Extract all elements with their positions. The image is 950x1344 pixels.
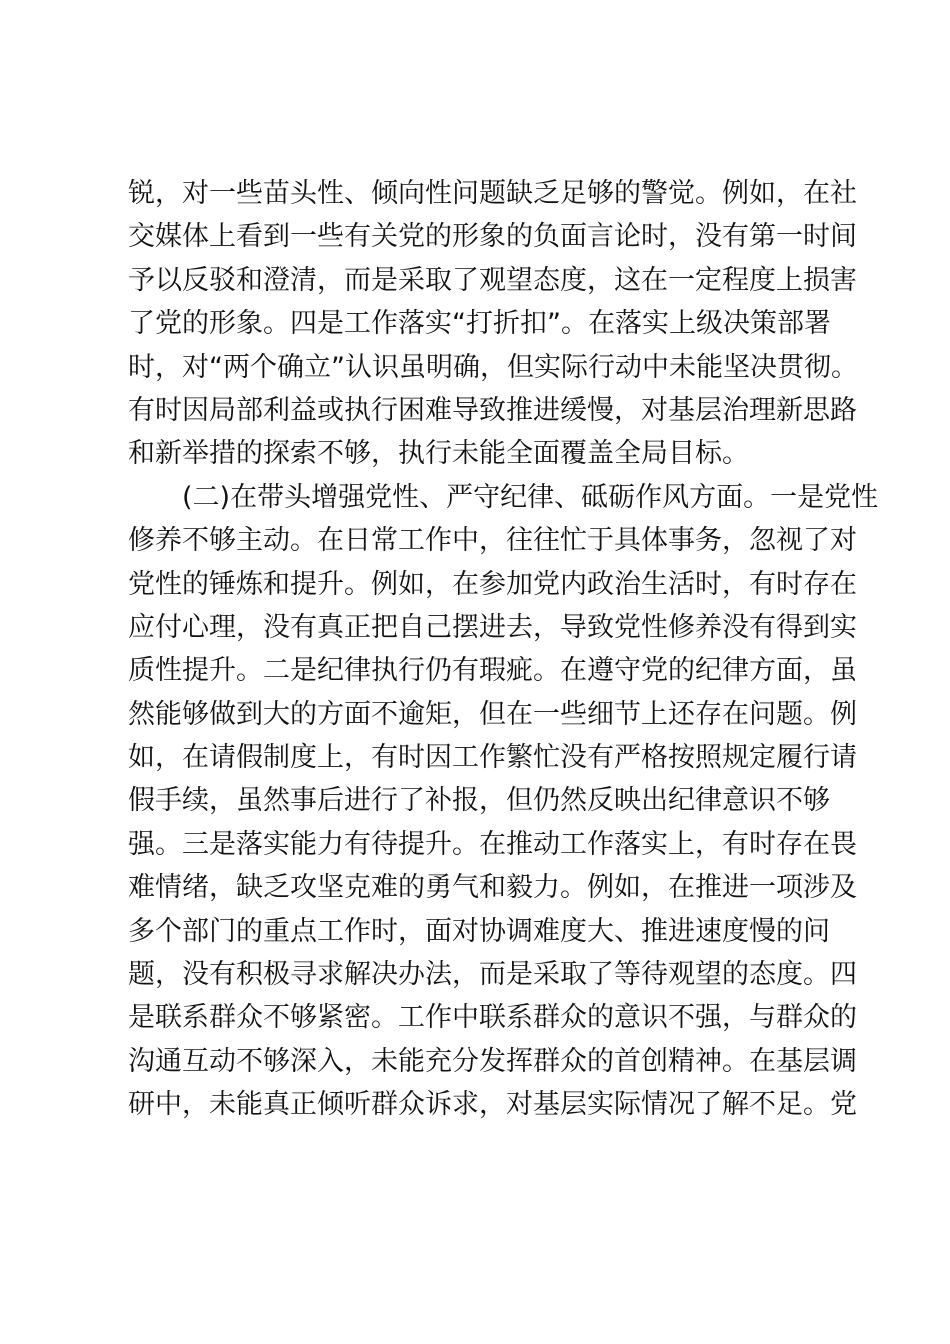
text-line: 有时因局部利益或执行困难导致推进缓慢，对基层治理新思路 (128, 394, 857, 426)
body-text (128, 172, 879, 1127)
text-line: 多个部门的重点工作时，面对协调难度大、推进速度慢的问 (128, 915, 830, 947)
text-line: 修养不够主动。在日常工作中，往往忙于具体事务，忽视了对 (128, 525, 857, 557)
text-line: 交媒体上看到一些有关党的形象的负面言论时，没有第一时间 (128, 221, 857, 253)
text-line: 沟通互动不够深入，未能充分发挥群众的首创精神。在基层调 (128, 1045, 857, 1077)
text-line: 然能够做到大的方面不逾矩，但在一些细节上还存在问题。例 (128, 698, 857, 730)
text-line: 题，没有积极寻求解决办法，而是采取了等待观望的态度。四 (128, 959, 857, 991)
section-heading-line: (二)在带头增强党性、严守纪律、砥砺作风方面。一是党性 (182, 481, 879, 513)
text-line: 如，在请假制度上，有时因工作繁忙没有严格按照规定履行请 (128, 742, 857, 774)
text-line: 是联系群众不够紧密。工作中联系群众的意识不强，与群众的 (128, 1002, 857, 1034)
text-line: 强。三是落实能力有待提升。在推动工作落实上，有时存在畏 (128, 828, 857, 860)
text-line: 研中，未能真正倾听群众诉求，对基层实际情况了解不足。党 (128, 1089, 857, 1121)
text-line: 质性提升。二是纪律执行仍有瑕疵。在遵守党的纪律方面，虽 (128, 655, 857, 687)
text-line: 假手续，虽然事后进行了补报，但仍然反映出纪律意识不够 (128, 785, 830, 817)
text-line: 锐，对一些苗头性、倾向性问题缺乏足够的警觉。例如，在社 (128, 178, 857, 209)
text-line: 难情绪，缺乏攻坚克难的勇气和毅力。例如，在推进一项涉及 (128, 872, 857, 904)
text-line: 予以反驳和澄清，而是采取了观望态度，这在一定程度上损害 (128, 264, 857, 296)
text-line: 了党的形象。四是工作落实“打折扣”。在落实上级决策部署 (128, 308, 831, 340)
text-line: 党性的锤炼和提升。例如，在参加党内政治生活时，有时存在 (128, 568, 857, 600)
text-line: 时，对“两个确立”认识虽明确，但实际行动中未能坚决贯彻。 (128, 351, 858, 383)
text-line: 和新举措的探索不够，执行未能全面覆盖全局目标。 (128, 438, 749, 470)
text-line: 应付心理，没有真正把自己摆进去，导致党性修养没有得到实 (128, 611, 857, 643)
